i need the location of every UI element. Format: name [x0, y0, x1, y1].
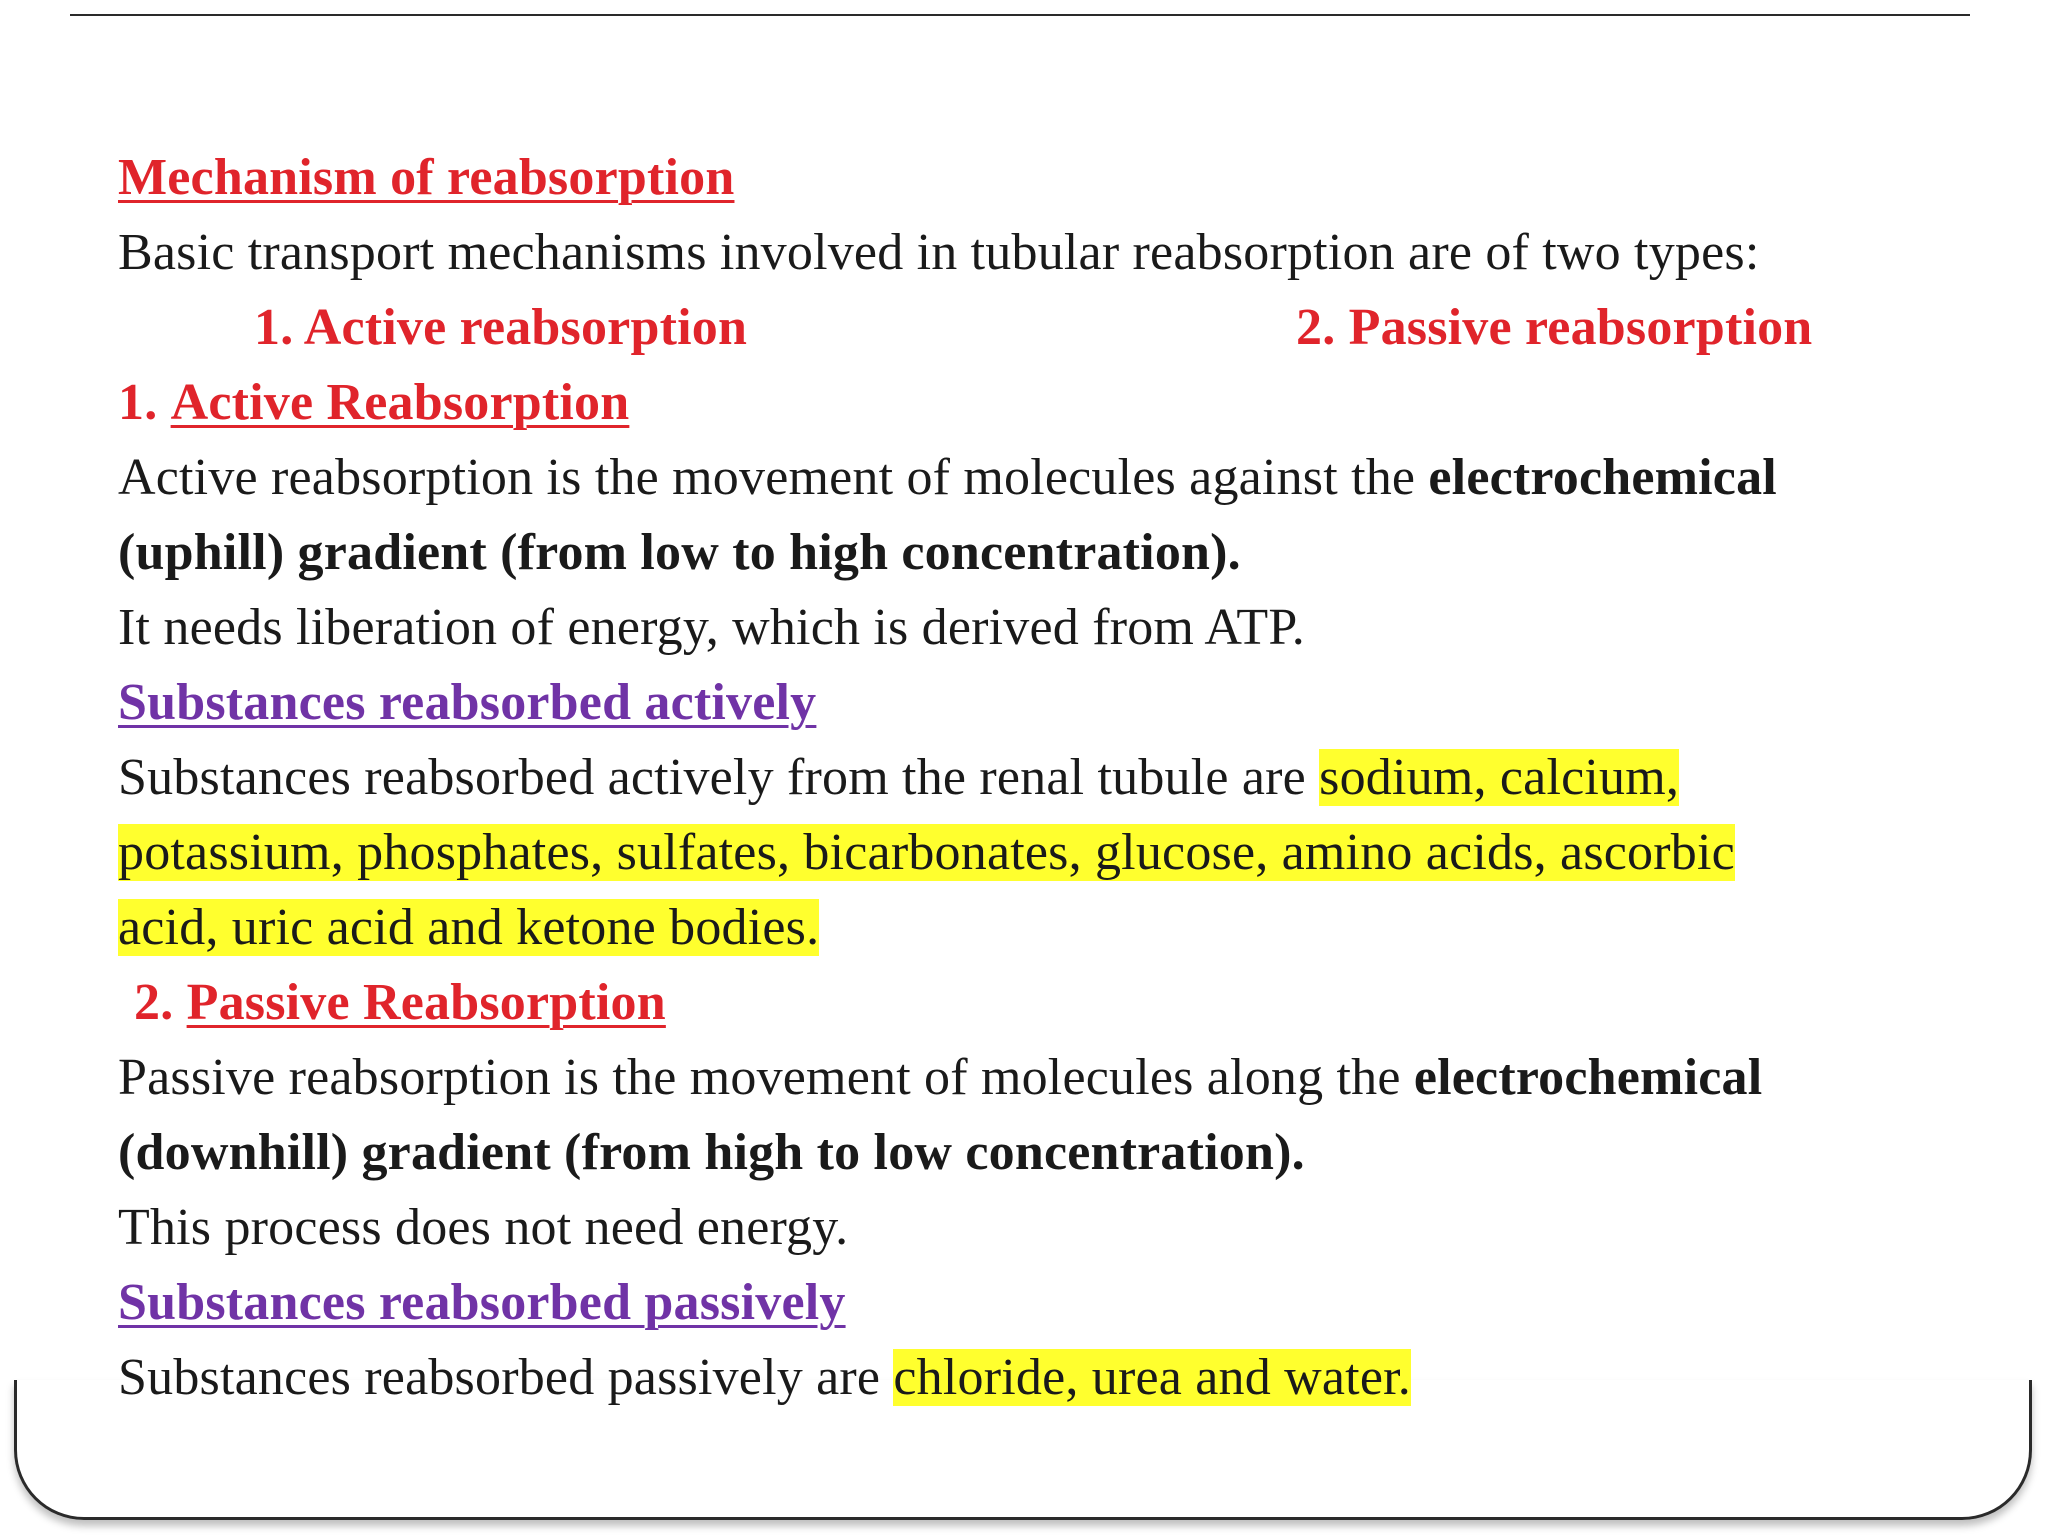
passive-energy-text: This process does not need energy. — [118, 1199, 849, 1256]
active-substances-line-1 — [118, 740, 2018, 815]
active-def-line-1 — [118, 440, 2018, 515]
passive-substances-heading-line — [118, 1265, 2018, 1340]
passive-substances-heading: Substances reabsorbed passively — [118, 1274, 846, 1331]
passive-substances-lead: Substances reabsorbed passively are — [118, 1349, 894, 1406]
passive-def-line-2 — [118, 1115, 2018, 1190]
active-substances-highlight-1: sodium, calcium, — [1319, 749, 1680, 806]
passive-substances-highlight: chloride, urea and water. — [893, 1349, 1411, 1406]
active-substances-line-3 — [118, 890, 2018, 965]
passive-title: Passive Reabsorption — [186, 974, 666, 1031]
active-energy-text: It needs liberation of energy, which is derived from ATP. — [118, 599, 1305, 656]
active-substances-lead: Substances reabsorbed actively from the renal tubule are — [118, 749, 1320, 806]
active-def-line-2 — [118, 515, 2018, 590]
top-divider — [70, 14, 1970, 16]
passive-number: 2. — [134, 974, 174, 1031]
active-substances-heading-line — [118, 665, 2018, 740]
types-line — [118, 290, 2018, 365]
heading-line — [118, 140, 2018, 215]
active-number: 1. — [118, 374, 158, 431]
intro-line — [118, 215, 2018, 290]
active-substances-highlight-2: potassium, phosphates, sulfates, bicarbonates, glucose, amino acids, ascorbic — [118, 824, 1735, 881]
type-active: 1. Active reabsorption — [254, 299, 748, 356]
active-energy-line — [118, 590, 2018, 665]
passive-def-text: Passive reabsorption is the movement of molecules along the — [118, 1049, 1414, 1106]
passive-title-line — [118, 965, 2018, 1040]
active-title-line — [118, 365, 2018, 440]
active-def-bold-1: electrochemical — [1428, 449, 1777, 506]
active-substances-line-2 — [118, 815, 2018, 890]
slide-content — [118, 140, 2018, 1415]
active-title: Active Reabsorption — [170, 374, 630, 431]
passive-def-line-1 — [118, 1040, 2018, 1115]
active-substances-heading: Substances reabsorbed actively — [118, 674, 817, 731]
passive-def-bold-1: electrochemical — [1413, 1049, 1763, 1106]
passive-energy-line — [118, 1190, 2018, 1265]
main-heading: Mechanism of reabsorption — [118, 149, 735, 206]
active-substances-highlight-3: acid, uric acid and ketone bodies. — [118, 899, 820, 956]
passive-substances-line — [118, 1340, 2018, 1415]
passive-def-bold-2: (downhill) gradient (from high to low concentration). — [118, 1124, 1305, 1181]
active-def-text: Active reabsorption is the movement of molecules against the — [118, 449, 1429, 506]
type-passive: 2. Passive reabsorption — [1296, 299, 1813, 356]
active-def-bold-2: (uphill) gradient (from low to high concentration). — [118, 524, 1241, 581]
intro-text: Basic transport mechanisms involved in tubular reabsorption are of two types: — [118, 224, 1760, 281]
